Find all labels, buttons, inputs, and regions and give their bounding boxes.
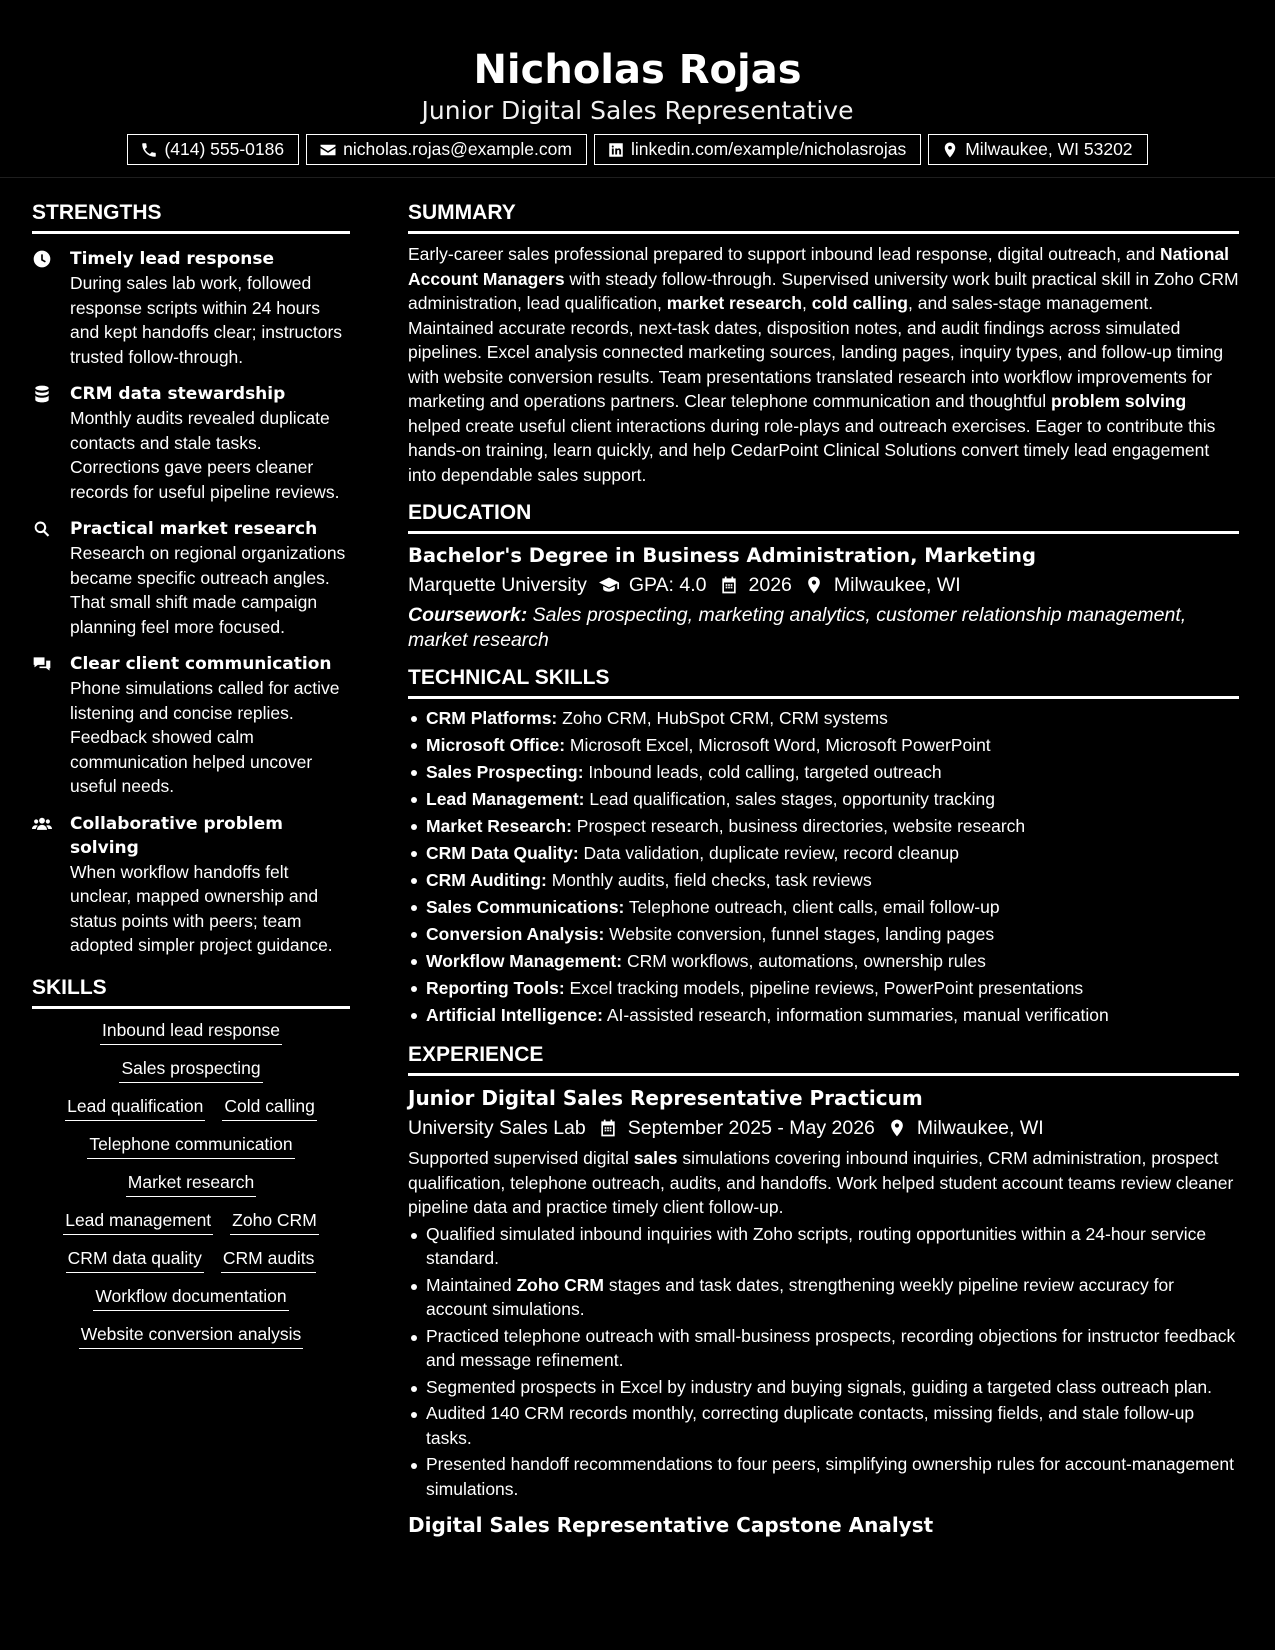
education-title: EDUCATION [408, 500, 1239, 534]
users-icon [32, 814, 54, 834]
skill-tag: Telephone communication [87, 1133, 294, 1159]
strength-desc: When workflow handoffs felt unclear, mapped ownership and status points with peers; team adopted simpler project guidance. [70, 861, 333, 955]
strength-title: Clear client communication [70, 654, 332, 674]
resume-header [0, 0, 1275, 178]
job-bullets [408, 1222, 1239, 1502]
skills-list [32, 1019, 350, 1349]
clock-icon [32, 249, 54, 269]
contact-row [0, 134, 1275, 165]
contact-email[interactable] [306, 134, 587, 165]
email-text: nicholas.rojas@example.com [343, 139, 572, 159]
strength-desc: Research on regional organizations became specific outreach angles. That small shift made campaign planning feel more focused. [70, 543, 346, 637]
chat-icon [32, 654, 54, 674]
gpa-text: GPA: 4.0 [628, 574, 707, 596]
map-pin-icon [804, 575, 824, 595]
list-item: Artificial Intelligence: AI-assisted research, information summaries, manual verification [408, 1002, 1239, 1029]
strength-title: CRM data stewardship [70, 384, 286, 404]
strength-desc: During sales lab work, followed response scripts within 24 hours and kept handoffs clear; instructors trusted follow-through. [70, 273, 343, 367]
list-item: Microsoft Office: Microsoft Excel, Microsoft Word, Microsoft PowerPoint [408, 732, 1239, 759]
summary-title: SUMMARY [408, 200, 1239, 234]
graduation-cap-icon [599, 575, 619, 595]
list-item: Practiced telephone outreach with small-business prospects, recording objections for instructor feedback and message refinement. [408, 1324, 1239, 1373]
linkedin-text: linkedin.com/example/nicholasrojas [630, 139, 907, 159]
linkedin-icon [607, 141, 625, 159]
list-item: CRM Platforms: Zoho CRM, HubSpot CRM, CRM systems [408, 705, 1239, 732]
strength-item [32, 247, 350, 369]
job-title: Digital Sales Representative Capstone Analyst [408, 1513, 934, 1537]
list-item: Audited 140 CRM records monthly, correcting duplicate contacts, missing fields, and stale follow-up tasks. [408, 1401, 1239, 1450]
phone-text: (414) 555-0186 [164, 139, 285, 159]
search-icon [32, 519, 54, 539]
technical-skills-list [408, 705, 1239, 1029]
summary-text: Early-career sales professional prepared to support inbound lead response, digital outreach, and National Account Managers with steady follow-through. Supervised university work built practical skill in Zoho CRM administration, lead qualification, market research, cold calling, and sales-stage management. Maintained accurate records, next-task dates, disposition notes, and audit findings across simulated pipelines. Excel analysis connected marketing sources, landing pages, inquiry types, and follow-up timing with website conversion results. Team presentations translated research into workflow improvements for marketing and operations partners. Clear telephone communication and thoughtful problem solving helped create useful client interactions during role-plays and outreach exercises. Eager to contribute this hands-on training, learn quickly, and help CedarPoint Clinical Solutions convert timely lead engagement into dependable sales support. [408, 244, 1239, 485]
strength-desc: Monthly audits revealed duplicate contacts and stale tasks. Corrections gave peers cleaner records for useful pipeline reviews. [70, 408, 340, 502]
contact-location[interactable] [928, 134, 1147, 165]
school-name: Marquette University [408, 574, 587, 596]
job-meta [408, 1114, 1239, 1142]
calendar-icon [598, 1118, 618, 1138]
strengths-title: STRENGTHS [32, 200, 350, 234]
list-item: Qualified simulated inbound inquiries with Zoho scripts, routing opportunities within a 24-hour service standard. [408, 1222, 1239, 1271]
skill-tag: Cold calling [222, 1095, 316, 1121]
list-item: Presented handoff recommendations to four peers, simplifying ownership rules for account-management simulations. [408, 1452, 1239, 1501]
left-column [32, 200, 350, 1349]
strength-item [32, 382, 350, 504]
candidate-name: Nicholas Rojas [473, 47, 802, 93]
right-column [408, 200, 1239, 1539]
strength-item [32, 517, 350, 639]
job-intro: Supported supervised digital sales simulations covering inbound inquiries, CRM administration, prospect qualification, telephone outreach, audits, and handoffs. Work helped student account teams review cleaner pipeline data and practice timely client follow-up. [408, 1148, 1234, 1217]
list-item: Maintained Zoho CRM stages and task dates, strengthening weekly pipeline review accuracy for account simulations. [408, 1273, 1239, 1322]
map-pin-icon [941, 141, 959, 159]
list-item: Reporting Tools: Excel tracking models, pipeline reviews, PowerPoint presentations [408, 975, 1239, 1002]
skill-tag: Lead qualification [65, 1095, 205, 1121]
skill-tag: CRM audits [221, 1247, 316, 1273]
graduation-year: 2026 [748, 574, 792, 596]
job-org: University Sales Lab [408, 1117, 586, 1139]
database-icon [32, 384, 54, 404]
list-item: Lead Management: Lead qualification, sales stages, opportunity tracking [408, 786, 1239, 813]
skill-tag: Lead management [63, 1209, 213, 1235]
list-item: Workflow Management: CRM workflows, automations, ownership rules [408, 948, 1239, 975]
strength-item [32, 812, 350, 958]
skill-tag: Website conversion analysis [79, 1323, 303, 1349]
skill-tag: Sales prospecting [119, 1057, 262, 1083]
skills-title: SKILLS [32, 975, 350, 1009]
list-item: Segmented prospects in Excel by industry and buying signals, guiding a targeted class outreach plan. [408, 1375, 1239, 1400]
coursework: Coursework: Sales prospecting, marketing analytics, customer relationship management, market research [408, 604, 1187, 651]
contact-linkedin[interactable] [594, 134, 921, 165]
envelope-icon [319, 141, 337, 159]
skill-tag: Market research [126, 1171, 256, 1197]
skill-tag: Workflow documentation [93, 1285, 288, 1311]
degree-title: Bachelor's Degree in Business Administration, Marketing [408, 544, 1036, 567]
skill-tag: Inbound lead response [100, 1019, 282, 1045]
school-location: Milwaukee, WI [833, 574, 961, 596]
job-location: Milwaukee, WI [916, 1117, 1044, 1139]
list-item: CRM Data Quality: Data validation, duplicate review, record cleanup [408, 840, 1239, 867]
skill-tag: CRM data quality [66, 1247, 204, 1273]
education-meta [408, 571, 1239, 599]
job-dates: September 2025 - May 2026 [627, 1117, 875, 1139]
experience-title: EXPERIENCE [408, 1042, 1239, 1076]
skill-tag: Zoho CRM [230, 1209, 319, 1235]
strength-title: Practical market research [70, 519, 318, 539]
technical-skills-title: TECHNICAL SKILLS [408, 665, 1239, 699]
strength-title: Timely lead response [70, 249, 275, 269]
contact-phone[interactable] [127, 134, 299, 165]
strength-title: Collaborative problem solving [70, 813, 283, 858]
list-item: CRM Auditing: Monthly audits, field checks, task reviews [408, 867, 1239, 894]
candidate-role: Junior Digital Sales Representative [421, 96, 854, 125]
calendar-icon [719, 575, 739, 595]
list-item: Sales Prospecting: Inbound leads, cold calling, targeted outreach [408, 759, 1239, 786]
map-pin-icon [887, 1118, 907, 1138]
strength-item [32, 652, 350, 799]
list-item: Sales Communications: Telephone outreach, client calls, email follow-up [408, 894, 1239, 921]
strength-desc: Phone simulations called for active listening and concise replies. Feedback showed calm communication helped uncover useful needs. [70, 678, 340, 796]
list-item: Conversion Analysis: Website conversion, funnel stages, landing pages [408, 921, 1239, 948]
job-title: Junior Digital Sales Representative Practicum [408, 1086, 923, 1110]
location-text: Milwaukee, WI 53202 [965, 139, 1133, 159]
list-item: Market Research: Prospect research, business directories, website research [408, 813, 1239, 840]
phone-icon [140, 141, 158, 159]
